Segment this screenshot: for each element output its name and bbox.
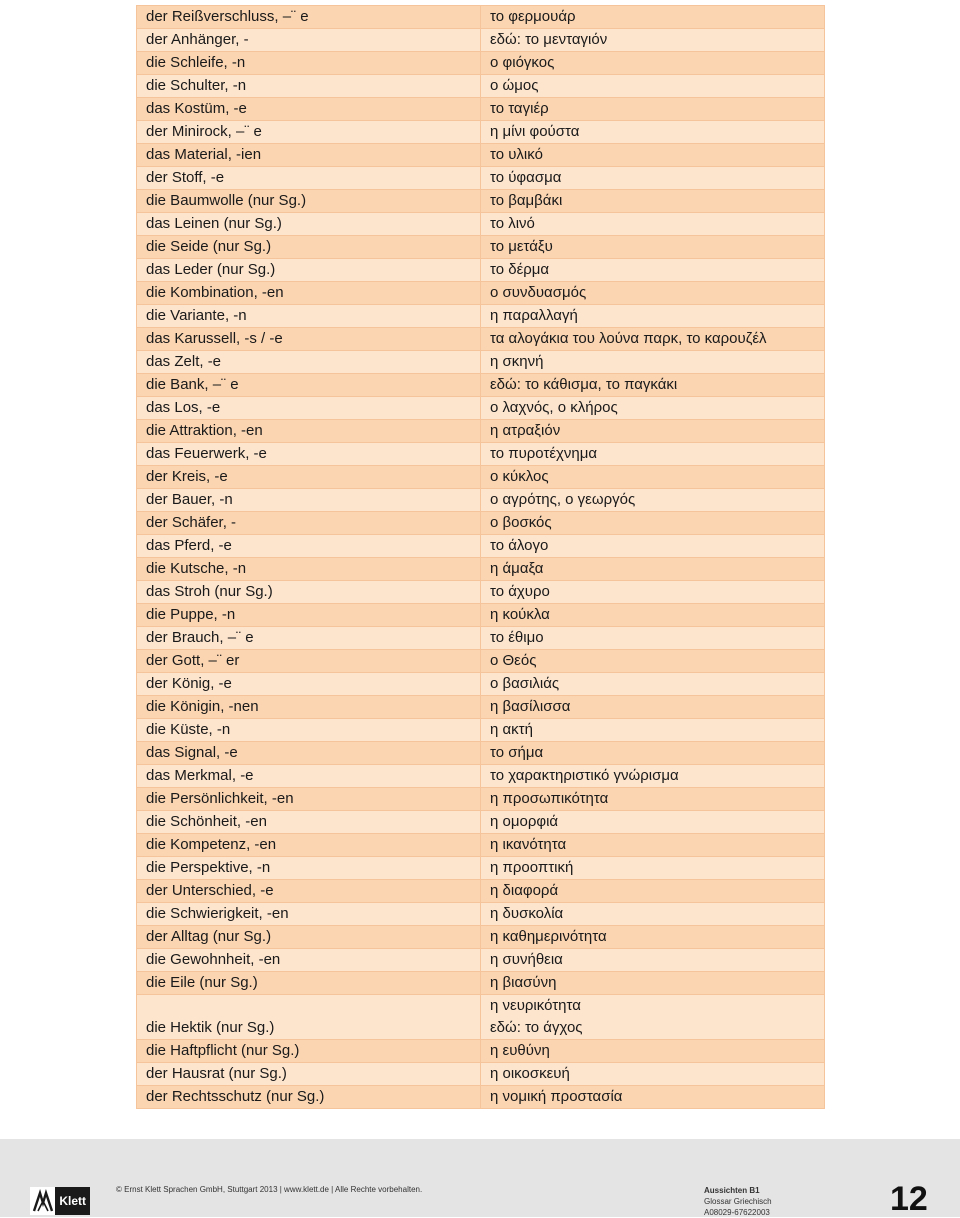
german-term: das Leder (nur Sg.) (137, 259, 481, 282)
german-term: das Zelt, -e (137, 351, 481, 374)
glossary-row (137, 1086, 825, 1109)
greek-translation: η καθημερινότητα (481, 926, 825, 949)
glossary-row (137, 374, 825, 397)
german-term: das Leinen (nur Sg.) (137, 213, 481, 236)
greek-translation-line: εδώ: το άγχος (490, 1019, 583, 1036)
german-term: der Alltag (nur Sg.) (137, 926, 481, 949)
glossary-row (137, 972, 825, 995)
glossary-row (137, 167, 825, 190)
german-term: der König, -e (137, 673, 481, 696)
german-term: der Rechtsschutz (nur Sg.) (137, 1086, 481, 1109)
greek-translation: η διαφορά (481, 880, 825, 903)
greek-translation: η ομορφιά (481, 811, 825, 834)
greek-translation: το βαμβάκι (481, 190, 825, 213)
greek-translation: η ακτή (481, 719, 825, 742)
glossary-row (137, 351, 825, 374)
glossary-row (137, 788, 825, 811)
glossary-row (137, 512, 825, 535)
glossary-row (137, 29, 825, 52)
greek-translation: η άμαξα (481, 558, 825, 581)
german-term: die Kutsche, -n (137, 558, 481, 581)
greek-translation: το μετάξυ (481, 236, 825, 259)
glossary-row (137, 305, 825, 328)
glossary-row (137, 282, 825, 305)
greek-translation: ο αγρότης, ο γεωργός (481, 489, 825, 512)
greek-translation: το υλικό (481, 144, 825, 167)
glossary-row (137, 443, 825, 466)
german-term: die Küste, -n (137, 719, 481, 742)
logo-wordmark: Klett (55, 1187, 90, 1215)
glossary-body (137, 6, 825, 1109)
greek-translation: τα αλογάκια του λούνα παρκ, το καρουζέλ (481, 328, 825, 351)
greek-translation: η παραλλαγή (481, 305, 825, 328)
glossary-row (137, 144, 825, 167)
glossary-row (137, 420, 825, 443)
glossary-row (137, 1063, 825, 1086)
glossary-row (137, 75, 825, 98)
german-term: die Persönlichkeit, -en (137, 788, 481, 811)
series-subtitle: Glossar Griechisch (704, 1197, 772, 1206)
greek-translation: η προσωπικότητα (481, 788, 825, 811)
german-term: der Stoff, -e (137, 167, 481, 190)
german-term: die Baumwolle (nur Sg.) (137, 190, 481, 213)
greek-translation: η οικοσκευή (481, 1063, 825, 1086)
greek-translation: η κούκλα (481, 604, 825, 627)
greek-translation: το άχυρο (481, 581, 825, 604)
glossary-row (137, 489, 825, 512)
glossary-row (137, 236, 825, 259)
german-term: das Pferd, -e (137, 535, 481, 558)
glossary-row (137, 811, 825, 834)
german-term: das Material, -ien (137, 144, 481, 167)
glossary-row (137, 765, 825, 788)
greek-translation-line: η νευρικότητα (490, 997, 581, 1014)
greek-translation (481, 995, 825, 1040)
greek-translation: η ικανότητα (481, 834, 825, 857)
glossary-row (137, 995, 825, 1040)
greek-translation: η νομική προστασία (481, 1086, 825, 1109)
german-term: die Attraktion, -en (137, 420, 481, 443)
greek-translation: η συνήθεια (481, 949, 825, 972)
greek-translation: το πυροτέχνημα (481, 443, 825, 466)
series-info (704, 1185, 772, 1218)
glossary-row (137, 1040, 825, 1063)
greek-translation: ο βασιλιάς (481, 673, 825, 696)
greek-translation: η σκηνή (481, 351, 825, 374)
glossary-row (137, 259, 825, 282)
glossary-row (137, 903, 825, 926)
german-term: der Minirock, –¨ e (137, 121, 481, 144)
greek-translation: το άλογο (481, 535, 825, 558)
german-term: das Stroh (nur Sg.) (137, 581, 481, 604)
greek-translation: το δέρμα (481, 259, 825, 282)
series-code: A08029-67622003 (704, 1208, 770, 1217)
glossary-row (137, 880, 825, 903)
german-term: die Gewohnheit, -en (137, 949, 481, 972)
german-term: die Königin, -nen (137, 696, 481, 719)
greek-translation: ο λαχνός, ο κλήρος (481, 397, 825, 420)
german-term: das Signal, -e (137, 742, 481, 765)
german-term: der Reißverschluss, –¨ e (137, 6, 481, 29)
greek-translation: ο συνδυασμός (481, 282, 825, 305)
german-term: die Bank, –¨ e (137, 374, 481, 397)
greek-translation: το ύφασμα (481, 167, 825, 190)
glossary-row (137, 397, 825, 420)
glossary-row (137, 673, 825, 696)
glossary-row (137, 696, 825, 719)
german-term: die Haftpflicht (nur Sg.) (137, 1040, 481, 1063)
greek-translation: η βιασύνη (481, 972, 825, 995)
greek-translation: το ταγιέρ (481, 98, 825, 121)
greek-translation: ο κύκλος (481, 466, 825, 489)
german-term: der Unterschied, -e (137, 880, 481, 903)
german-term: die Kombination, -en (137, 282, 481, 305)
german-term: die Variante, -n (137, 305, 481, 328)
glossary-table (136, 5, 825, 1109)
greek-translation: εδώ: το κάθισμα, το παγκάκι (481, 374, 825, 397)
greek-translation: το σήμα (481, 742, 825, 765)
greek-translation: το λινό (481, 213, 825, 236)
german-term: der Gott, –¨ er (137, 650, 481, 673)
glossary-row (137, 466, 825, 489)
german-term: der Brauch, –¨ e (137, 627, 481, 650)
greek-translation: ο φιόγκος (481, 52, 825, 75)
glossary-row (137, 6, 825, 29)
german-term: die Schleife, -n (137, 52, 481, 75)
german-term: die Kompetenz, -en (137, 834, 481, 857)
german-term: der Bauer, -n (137, 489, 481, 512)
german-term: die Hektik (nur Sg.) (137, 995, 481, 1040)
german-term: die Schönheit, -en (137, 811, 481, 834)
glossary-row (137, 52, 825, 75)
german-term: der Hausrat (nur Sg.) (137, 1063, 481, 1086)
german-term: der Anhänger, - (137, 29, 481, 52)
german-term: das Merkmal, -e (137, 765, 481, 788)
glossary-row (137, 581, 825, 604)
glossary-row (137, 98, 825, 121)
glossary-row (137, 834, 825, 857)
german-term: die Puppe, -n (137, 604, 481, 627)
greek-translation: το χαρακτηριστικό γνώρισμα (481, 765, 825, 788)
german-term: die Schulter, -n (137, 75, 481, 98)
greek-translation: εδώ: το μενταγιόν (481, 29, 825, 52)
german-term: die Perspektive, -n (137, 857, 481, 880)
glossary-row (137, 535, 825, 558)
greek-translation: η μίνι φούστα (481, 121, 825, 144)
series-title: Aussichten B1 (704, 1186, 760, 1195)
glossary-row (137, 949, 825, 972)
glossary-row (137, 719, 825, 742)
greek-translation: το έθιμο (481, 627, 825, 650)
greek-translation: η ατραξιόν (481, 420, 825, 443)
greek-translation: ο ώμος (481, 75, 825, 98)
greek-translation: το φερμουάρ (481, 6, 825, 29)
german-term: die Schwierigkeit, -en (137, 903, 481, 926)
klett-logo (30, 1187, 90, 1215)
german-term: der Schäfer, - (137, 512, 481, 535)
german-term: das Feuerwerk, -e (137, 443, 481, 466)
german-term: das Los, -e (137, 397, 481, 420)
glossary-row (137, 650, 825, 673)
glossary-row (137, 121, 825, 144)
german-term: der Kreis, -e (137, 466, 481, 489)
greek-translation: ο βοσκός (481, 512, 825, 535)
klett-mark-icon (30, 1187, 55, 1215)
page-footer (0, 1139, 960, 1217)
glossary-row (137, 926, 825, 949)
greek-translation: η βασίλισσα (481, 696, 825, 719)
glossary-row (137, 213, 825, 236)
german-term: die Seide (nur Sg.) (137, 236, 481, 259)
greek-translation: η προοπτική (481, 857, 825, 880)
copyright-notice: © Ernst Klett Sprachen GmbH, Stuttgart 2013 | www.klett.de | Alle Rechte vorbehalten. (116, 1185, 423, 1194)
german-term: das Karussell, -s / -e (137, 328, 481, 351)
glossary-row (137, 558, 825, 581)
greek-translation: ο Θεός (481, 650, 825, 673)
greek-translation: η ευθύνη (481, 1040, 825, 1063)
glossary-row (137, 328, 825, 351)
german-term: das Kostüm, -e (137, 98, 481, 121)
page-number: 12 (890, 1180, 928, 1218)
glossary-row (137, 604, 825, 627)
glossary-row (137, 627, 825, 650)
glossary-row (137, 190, 825, 213)
greek-translation: η δυσκολία (481, 903, 825, 926)
german-term: die Eile (nur Sg.) (137, 972, 481, 995)
glossary-row (137, 857, 825, 880)
glossary-row (137, 742, 825, 765)
